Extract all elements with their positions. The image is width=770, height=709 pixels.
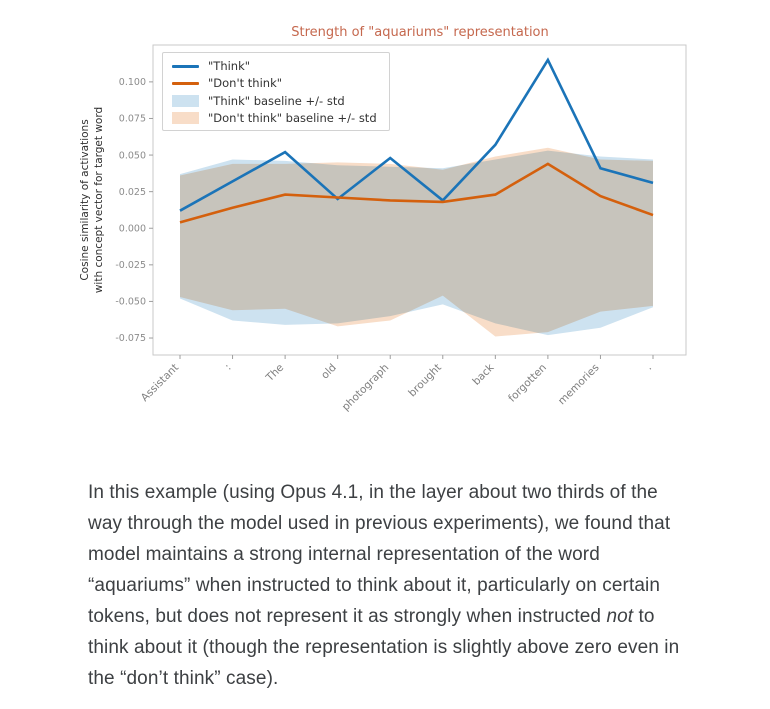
y-tick-label: 0.050 (118, 150, 146, 162)
y-tick-label: -0.025 (115, 260, 146, 272)
x-tick-label: forgotten (506, 361, 550, 405)
x-tick-label: old (318, 361, 339, 382)
caption-paragraph (88, 477, 689, 694)
y-tick-label: 0.075 (118, 113, 146, 125)
y-tick-label: 0.000 (118, 223, 146, 235)
chart-title: Strength of "aquariums" representation (291, 25, 549, 40)
x-tick-label: Assistant (138, 361, 182, 404)
paragraph-text: In this example (using Opus 4.1, in the layer about two thirds of the way through the model used in previous experiments), we found that model maintains a strong internal representation of the word “aquariums” when instructed to think about it, particularly on certain tokens, but does not represent it as strongly when instructed (88, 482, 671, 627)
x-tick-label: . (643, 361, 655, 373)
think-line-swatch (172, 65, 199, 68)
y-axis-label-line1: Cosine similarity of activations (79, 119, 91, 281)
x-tick-label: back (470, 361, 497, 388)
paragraph-italic-word: not (606, 606, 634, 627)
x-tick-label: memories (555, 361, 602, 408)
think-baseline-patch-swatch (172, 95, 199, 107)
legend-item-dont-think (172, 75, 381, 91)
y-tick-label: -0.075 (115, 333, 146, 345)
legend-item-dont-think-baseline (172, 110, 381, 126)
x-tick-label: brought (406, 361, 444, 400)
y-tick-label: 0.100 (118, 77, 146, 89)
legend-label: "Don't think" (208, 76, 283, 91)
y-tick-label: -0.050 (115, 296, 146, 308)
dont-think-baseline-patch-swatch (172, 112, 199, 124)
legend-item-think (172, 58, 381, 74)
chart-legend (162, 52, 390, 131)
y-axis-label (79, 107, 105, 293)
dont-think-line-swatch (172, 82, 199, 85)
x-tick-label: photograph (339, 361, 392, 414)
y-tick-label: 0.025 (118, 186, 146, 198)
legend-label: "Think" (208, 59, 251, 73)
y-axis-label-line2: with concept vector for target word (93, 106, 105, 294)
legend-label: "Don't think" baseline +/- std (208, 110, 377, 125)
x-tick-label: : (222, 361, 234, 373)
x-tick-label: The (263, 361, 287, 384)
y-axis-ticks (115, 77, 153, 344)
x-axis-ticks (139, 355, 654, 413)
legend-item-think-baseline (172, 93, 381, 109)
baseline-bands (180, 148, 653, 337)
legend-label: "Think" baseline +/- std (208, 93, 345, 108)
paragraph-text: to think about it (though the representation is slightly above zero even in the “don’t think” case). (88, 606, 680, 689)
